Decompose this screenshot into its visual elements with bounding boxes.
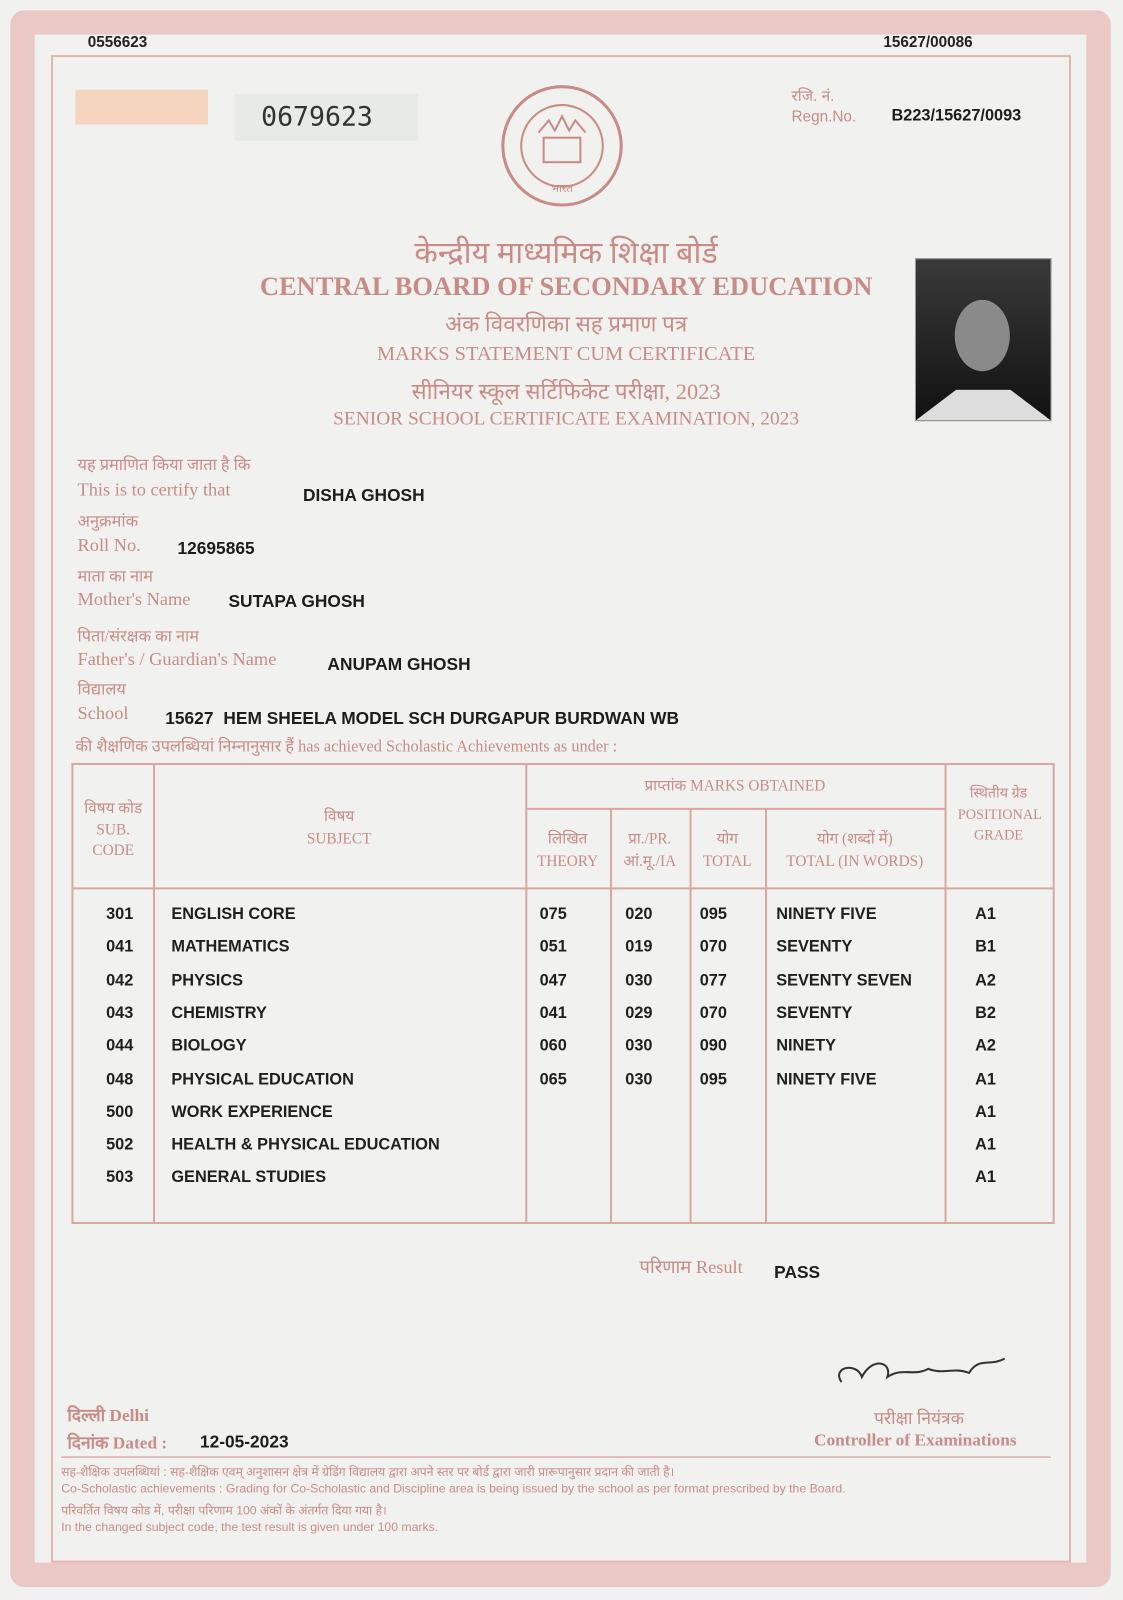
table-row	[73, 906, 1052, 937]
cell-subject: HEALTH & PHYSICAL EDUCATION	[171, 1136, 440, 1154]
cell-total: 095	[699, 1070, 727, 1088]
header-subject: विषय SUBJECT	[306, 808, 372, 848]
mother-label-hi: माता का नाम	[77, 568, 154, 586]
certificate-number: 0679623	[235, 94, 419, 141]
cell-grade: A2	[975, 971, 996, 989]
exam-title-hindi: सीनियर स्कूल सर्टिफिकेट परीक्षा, 2023	[411, 378, 721, 404]
note-coscholastic: Co-Scholastic achievements : Grading for Co-Scholastic and Discipline area is being issued by the school as per format prescribed by the Board.	[61, 1481, 846, 1496]
board-name: CENTRAL BOARD OF SECONDARY EDUCATION	[259, 271, 873, 301]
controller-signature	[831, 1336, 1015, 1402]
father-name: ANUPAM GHOSH	[327, 654, 471, 675]
cell-code: 048	[106, 1070, 134, 1088]
table-row	[73, 1103, 1052, 1134]
dated-label: दिनांक Dated :	[67, 1433, 168, 1453]
marks-table	[71, 763, 1054, 1224]
school-name: HEM SHEELA MODEL SCH DURGAPUR BURDWAN WB	[223, 708, 680, 729]
note-changed-code: In the changed subject code, the test result is given under 100 marks.	[61, 1519, 439, 1535]
father-label-hi: पिता/संरक्षक का नाम	[77, 628, 199, 646]
cell-prac: 030	[625, 1037, 653, 1055]
certify-label: This is to certify that	[77, 479, 231, 500]
father-label: Father's / Guardian's Name	[77, 648, 277, 670]
cell-subject: BIOLOGY	[171, 1037, 247, 1055]
cell-subject: ENGLISH CORE	[171, 905, 296, 924]
cell-theory: 065	[539, 1070, 567, 1088]
note-changed-code-hi: परिवर्तित विषय कोड में, परीक्षा परिणाम 100 अंकों के अंतर्गत दिया गया है।	[61, 1503, 387, 1518]
header-total-words: योग (शब्दों में) TOTAL (IN WORDS)	[786, 831, 924, 871]
cell-prac: 019	[625, 938, 653, 957]
place: दिल्ली Delhi	[67, 1405, 149, 1425]
cell-prac: 030	[625, 971, 653, 989]
note-coscholastic-hi: सह-शैक्षिक उपलब्धियां : सह-शैक्षिक एवम् अनुशासन क्षेत्र में ग्रेडिंग विद्यालय द्वारा अपने स्तर पर बोर्ड द्वारा जारी प्रारूपानुसार प्रदान की जाती है।	[61, 1464, 675, 1479]
cell-theory: 041	[539, 1004, 567, 1022]
cell-subject: CHEMISTRY	[171, 1004, 267, 1022]
cell-code: 500	[106, 1103, 134, 1121]
controller-label-hi: परीक्षा नियंत्रक	[874, 1408, 964, 1428]
table-row	[73, 1070, 1052, 1101]
mother-name: SUTAPA GHOSH	[228, 591, 365, 611]
cell-code: 041	[106, 938, 134, 957]
doc-title: MARKS STATEMENT CUM CERTIFICATE	[377, 342, 756, 366]
student-photo	[915, 258, 1052, 421]
cell-code: 301	[106, 905, 134, 924]
table-row	[73, 1038, 1052, 1069]
cell-grade: B2	[975, 1004, 996, 1022]
student-name: DISHA GHOSH	[302, 485, 425, 505]
regn-label-hi: रजि. नं.	[791, 87, 835, 106]
cell-grade: A1	[975, 1136, 996, 1154]
school-label: School	[77, 702, 129, 724]
cell-theory: 060	[539, 1037, 567, 1055]
header-code: विषय कोड SUB. CODE	[84, 800, 143, 859]
cell-words: SEVENTY	[776, 938, 853, 957]
cell-words: SEVENTY	[776, 1004, 853, 1022]
cell-code: 044	[106, 1037, 134, 1055]
header-grade: स्थितीय ग्रेड POSITIONAL GRADE	[957, 786, 1042, 844]
regn-label: Regn.No.	[791, 108, 857, 126]
result-label: परिणाम Result	[639, 1256, 743, 1278]
divider	[61, 1457, 1050, 1458]
cell-theory: 047	[539, 971, 567, 989]
cell-code: 042	[106, 971, 134, 989]
cell-subject: PHYSICS	[171, 971, 244, 989]
svg-text:भारत: भारत	[551, 182, 573, 195]
table-row	[73, 1005, 1052, 1036]
cell-grade: A1	[975, 1070, 996, 1088]
cell-words: NINETY FIVE	[776, 905, 877, 924]
header-theory: लिखित THEORY	[537, 831, 599, 871]
cbse-emblem	[498, 82, 627, 211]
cell-code: 043	[106, 1004, 134, 1022]
table-row	[73, 972, 1052, 1003]
table-row	[73, 939, 1052, 970]
cell-prac: 029	[625, 1004, 653, 1022]
cell-total: 095	[699, 905, 727, 924]
cell-grade: A2	[975, 1037, 996, 1055]
redacted-block	[75, 90, 208, 125]
issue-date: 12-05-2023	[199, 1432, 289, 1452]
doc-title-hindi: अंक विवरणिका सह प्रमाण पत्र	[444, 311, 688, 337]
cell-code: 503	[106, 1169, 134, 1187]
certify-label-hi: यह प्रमाणित किया जाता है कि	[77, 456, 251, 475]
cell-total: 090	[699, 1037, 727, 1055]
cell-subject: MATHEMATICS	[171, 938, 290, 957]
cell-subject: GENERAL STUDIES	[171, 1169, 327, 1187]
cell-subject: WORK EXPERIENCE	[171, 1103, 333, 1121]
cell-words: NINETY FIVE	[776, 1070, 877, 1088]
serial-top-left: 0556623	[87, 33, 148, 51]
exam-title: SENIOR SCHOOL CERTIFICATE EXAMINATION, 2023	[333, 408, 800, 430]
header-practical: प्रा./PR. आं.मू./IA	[623, 831, 677, 871]
cell-code: 502	[106, 1136, 134, 1154]
cell-total: 070	[699, 938, 727, 957]
table-row	[73, 1169, 1052, 1200]
achievements-label: की शैक्षणिक उपलब्धियां निम्नानुसार हैं has achieved Scholastic Achievements as under :	[75, 738, 618, 756]
cell-prac: 020	[625, 905, 653, 924]
cell-grade: A1	[975, 1103, 996, 1121]
roll-label: Roll No.	[77, 534, 141, 555]
school-label-hi: विद्यालय	[77, 681, 126, 699]
mother-label: Mother's Name	[77, 588, 191, 609]
cell-grade: A1	[975, 905, 996, 924]
controller-label: Controller of Examinations	[813, 1430, 1017, 1450]
cell-total: 077	[699, 971, 727, 989]
roll-label-hi: अनुक्रमांक	[77, 513, 139, 531]
result-value: PASS	[774, 1262, 821, 1283]
regn-number: B223/15627/0093	[891, 107, 1022, 125]
cell-theory: 051	[539, 938, 567, 957]
roll-number: 12695865	[177, 538, 255, 558]
cell-prac: 030	[625, 1070, 653, 1088]
header-total: योग TOTAL	[702, 831, 752, 871]
header-marks-obtained: प्राप्तांक MARKS OBTAINED	[644, 778, 826, 795]
serial-top-right: 15627/00086	[883, 33, 973, 51]
table-row	[73, 1136, 1052, 1167]
board-name-hindi: केन्द्रीय माध्यमिक शिक्षा बोर्ड	[414, 236, 718, 271]
cell-grade: A1	[975, 1169, 996, 1187]
cell-subject: PHYSICAL EDUCATION	[171, 1070, 354, 1088]
cell-grade: B1	[975, 938, 996, 957]
cell-theory: 075	[539, 905, 567, 924]
cell-words: SEVENTY SEVEN	[776, 971, 912, 989]
cell-total: 070	[699, 1004, 727, 1022]
cell-words: NINETY	[776, 1037, 837, 1055]
school-code: 15627	[165, 708, 214, 729]
